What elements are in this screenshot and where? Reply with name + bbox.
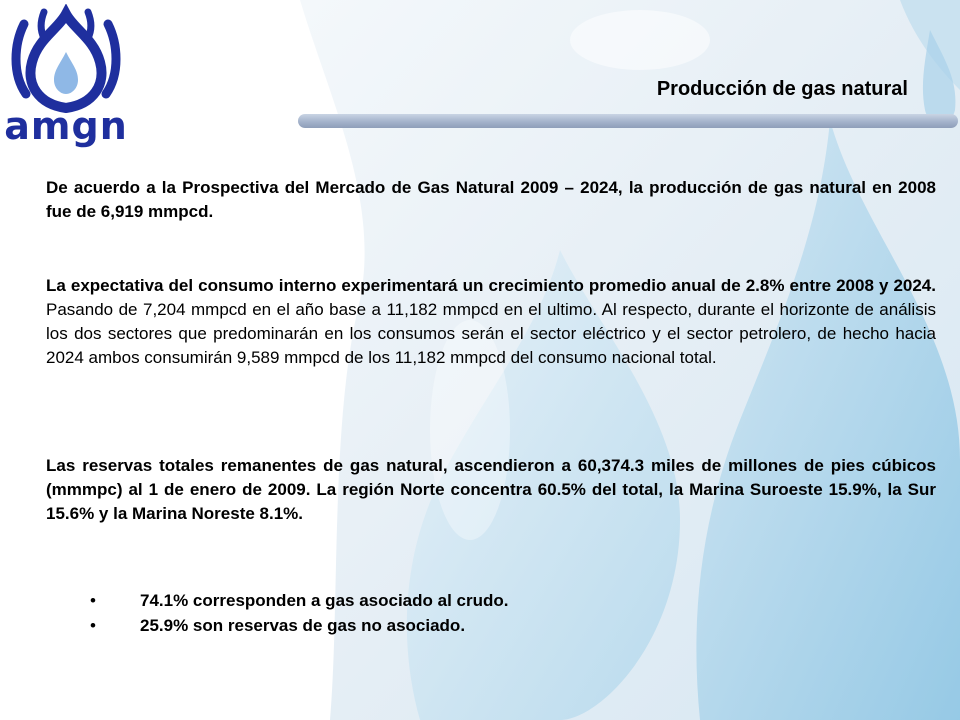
paragraph-consumption-text: Pasando de 7,204 mmpcd en el año base a 11,182 mmpcd en el ultimo. Al respecto, durante el horizonte de análisis los dos sectores que predominarán en los consumos serán el sector eléctrico y el sector petrolero, de hecho hacia 2024 ambos consumirán 9,589 mmpcd de los 11,182 mmpcd del consumo nacional total. — [46, 300, 936, 367]
reserves-bullet-list — [90, 588, 890, 638]
bullet-marker: • — [90, 616, 96, 635]
list-item-text: 74.1% corresponden a gas asociado al crudo. — [140, 591, 509, 610]
water-drop-icon — [54, 52, 78, 94]
list-item — [90, 588, 890, 613]
logo-text: amgn — [4, 104, 128, 148]
paragraph-consumption — [46, 274, 936, 370]
list-item-text: 25.9% son reservas de gas no asociado. — [140, 616, 466, 635]
paragraph-consumption-bold: La expectativa del consumo interno experimentará un crecimiento promedio anual de 2.8% entre 2008 y 2024. — [46, 276, 936, 295]
paragraph-reserves — [46, 454, 936, 526]
paragraph-reserves-text: Las reservas totales remanentes de gas natural, ascendieron a 60,374.3 miles de millones de pies cúbicos (mmmpc) al 1 de enero de 2009. La región Norte concentra 60.5% del total, la Marina Suroeste 15.9%, la Sur 15.6% y la Marina Noreste 8.1%. — [46, 456, 936, 523]
page-title: Producción de gas natural — [656, 78, 908, 100]
bullet-marker: • — [90, 591, 96, 610]
paragraph-production-text: De acuerdo a la Prospectiva del Mercado de Gas Natural 2009 – 2024, la producción de gas natural en 2008 fue de 6,919 mmpcd. — [46, 178, 936, 221]
paragraph-production — [46, 176, 936, 224]
list-item — [90, 613, 890, 638]
title-underline-bar — [298, 114, 958, 128]
